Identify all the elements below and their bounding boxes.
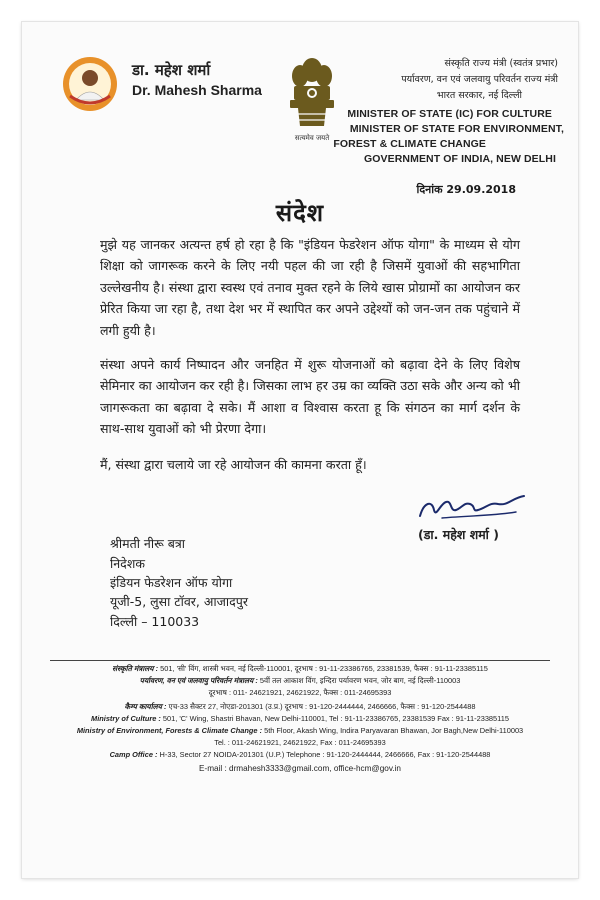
paragraph-3: मैं, संस्था द्वारा चलाये जा रहे आयोजन की कामना करता हूँ। bbox=[100, 457, 367, 472]
footer-text: 5th Floor, Akash Wing, Indira Paryavaran Bhawan, Jor Bagh,New Delhi-110003 bbox=[262, 726, 524, 735]
ministry-line-7: GOVERNMENT OF INDIA, NEW DELHI bbox=[364, 153, 556, 165]
signatory-name: (डा. महेश शर्मा ) bbox=[418, 527, 499, 542]
footer-label: Ministry of Environment, Forests & Climate Change : bbox=[76, 726, 263, 735]
letter-title: संदेश bbox=[275, 199, 325, 227]
footer-text: 501, 'सी' विंग, शास्त्री भवन, नई दिल्ली-110001, दूरभाष : 91-11-23386765, 23381539, फैक्स : 91-11-23385115 bbox=[158, 664, 488, 673]
letter-sheet bbox=[22, 22, 578, 878]
emblem-motto: सत्यमेव जयते bbox=[294, 134, 330, 142]
footer-line-6 bbox=[22, 726, 578, 736]
footer-line-4 bbox=[22, 702, 578, 712]
recipient-organisation: इंडियन फेडरेशन ऑफ योगा bbox=[110, 575, 233, 590]
footer-line-7: Tel. : 011-24621921, 24621922, Fax : 011-24695393 bbox=[214, 738, 386, 747]
ministry-line-1: संस्कृति राज्य मंत्री (स्वतंत्र प्रभार) bbox=[444, 58, 558, 69]
footer-text: एच-33 सैक्टर 27, नोएडा-201301 (उ.प्र.) दूरभाष : 91-120-2444444, 2466666, फैक्स : 91-120-2544488 bbox=[166, 702, 476, 711]
ministry-line-6: FOREST & CLIMATE CHANGE bbox=[333, 138, 486, 150]
footer-email: E-mail : drmahesh3333@gmail.com, office-hcm@gov.in bbox=[199, 764, 401, 773]
footer-label: Ministry of Culture : bbox=[91, 714, 161, 723]
paragraph-2: संस्था अपने कार्य निष्पादन और जनहित में शुरू योजनाओं को बढ़ावा देने के लिए विशेष सेमिनार का आयोजन कर रही है। जिसका लाभ हर उम्र का व्यक्ति उठा सके और अन्य को भी जागरूकता का बढ़ावा दे सके। मैं आशा व विश्वास करता हू कि संगठन का मार्ग दर्शन के साथ-साथ युवाओं को भी प्रेरणा देगा। bbox=[100, 357, 520, 437]
footer-line-2 bbox=[22, 676, 578, 686]
recipient-address: यूजी-5, लुसा टॉवर, आजादपुर bbox=[110, 594, 248, 609]
paragraph-1: मुझे यह जानकर अत्यन्त हर्ष हो रहा है कि "इंडियन फेडरेशन ऑफ योगा" के माध्यम से योग शिक्षा को जागरूक करने के लिए नयी पहल की जा रही है जिसमें युवाओं की सहभागिता उल्लेखनीय है। संस्था द्वारा स्वस्थ एवं तनाव मुक्त रहने के लिये खास प्रोग्रामों का आयोजन कर प्रेरित किया जा रहा है, तथा देश भर में स्थापित कर अपने उद्देश्यों को जन-जन तक पहुंचाने में लगी हुयी है। bbox=[100, 237, 520, 338]
signature bbox=[412, 482, 532, 532]
recipient-city: दिल्ली – 110033 bbox=[110, 614, 200, 629]
footer-line-3: दूरभाष : 011- 24621921, 24621922, फैक्स : 011-24695393 bbox=[208, 688, 392, 697]
footer-label: संस्कृति मंत्रालय : bbox=[112, 664, 159, 673]
footer-line-8 bbox=[22, 750, 578, 760]
minister-name-english: Dr. Mahesh Sharma bbox=[132, 82, 262, 98]
ministry-line-3: भारत सरकार, नई दिल्ली bbox=[436, 90, 522, 101]
footer-text: 5वीं तल आकाश विंग, इन्दिरा पर्यावरण भवन, जोर बाग, नई दिल्ली-110003 bbox=[257, 676, 461, 685]
party-logo bbox=[62, 56, 118, 112]
ministry-line-4: MINISTER OF STATE (IC) FOR CULTURE bbox=[347, 108, 552, 120]
letter-date: दिनांक 29.09.2018 bbox=[416, 183, 516, 196]
footer-label: पर्यावरण, वन एवं जलवायु परिवर्तन मंत्रालय : bbox=[139, 676, 258, 685]
ministry-line-2: पर्यावरण, वन एवं जलवायु परिवर्तन राज्य मंत्री bbox=[401, 74, 558, 85]
state-emblem-icon bbox=[284, 52, 340, 132]
footer-text: 501, 'C' Wing, Shastri Bhavan, New Delhi-110001, Tel : 91-11-23386765, 23381539 Fax : 91-11-23385115 bbox=[160, 714, 509, 723]
recipient-name: श्रीमती नीरू बत्रा bbox=[110, 536, 186, 551]
footer-divider bbox=[50, 660, 550, 661]
minister-name-hindi: डा. महेश शर्मा bbox=[132, 61, 211, 79]
footer-label: कैम्प कार्यालय : bbox=[124, 702, 167, 711]
footer-line-1 bbox=[22, 664, 578, 674]
footer-line-5 bbox=[22, 714, 578, 724]
footer-text: H-33, Sector 27 NOIDA-201301 (U.P.) Telephone : 91-120-2444444, 2466666, Fax : 91-120-2544488 bbox=[157, 750, 491, 759]
footer-label: Camp Office : bbox=[109, 750, 158, 759]
ministry-line-5: MINISTER OF STATE FOR ENVIRONMENT, bbox=[349, 123, 564, 135]
recipient-designation: निदेशक bbox=[110, 556, 145, 571]
